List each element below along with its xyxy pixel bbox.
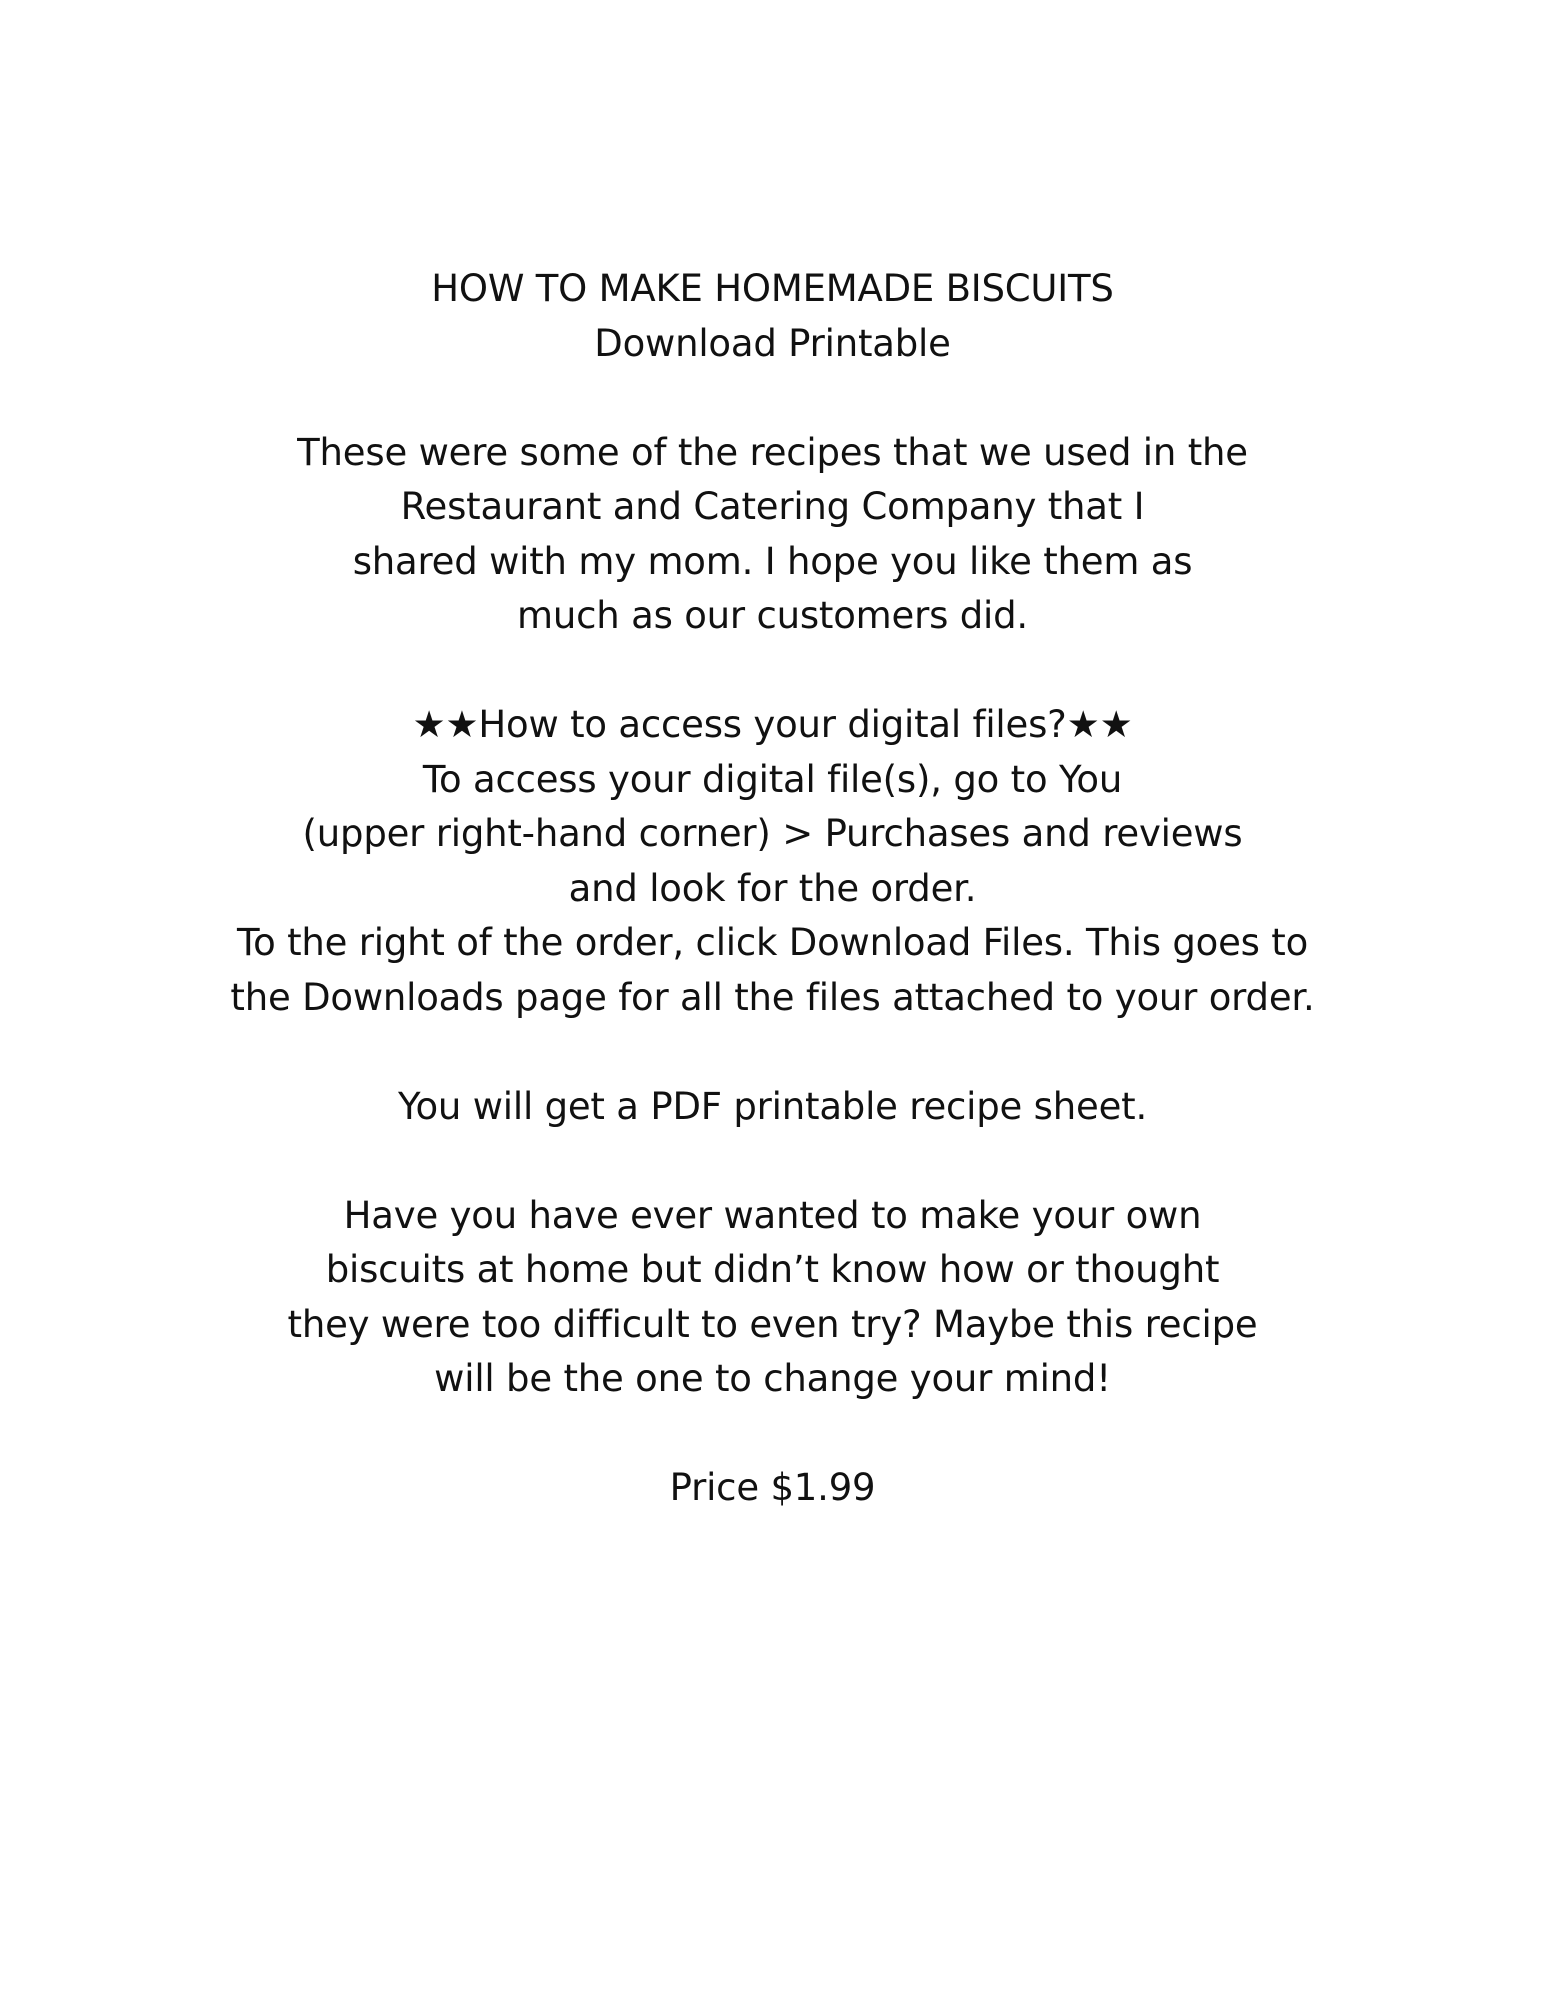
spacer xyxy=(0,644,1545,699)
pitch-paragraph xyxy=(0,1189,1545,1407)
document-subtitle: Download Printable xyxy=(594,321,951,365)
access-line: (upper right-hand corner) > Purchases and reviews xyxy=(302,812,1243,855)
access-instructions xyxy=(0,698,1545,1025)
intro-line: These were some of the recipes that we used in the xyxy=(297,430,1248,474)
price-label: Price $1.99 xyxy=(669,1466,876,1509)
spacer xyxy=(0,1025,1545,1080)
spacer xyxy=(0,371,1545,426)
spacer xyxy=(0,1407,1545,1462)
intro-line: shared with my mom. I hope you like them as xyxy=(352,539,1193,583)
recipe-document xyxy=(0,262,1545,1516)
intro-paragraph xyxy=(0,426,1545,644)
document-title: HOW TO MAKE HOMEMADE BISCUITS xyxy=(431,267,1114,310)
intro-line: Restaurant and Catering Company that I xyxy=(400,485,1145,528)
spacer xyxy=(0,1134,1545,1189)
pitch-line: will be the one to change your mind! xyxy=(434,1357,1111,1400)
access-line: To the right of the order, click Download Files. This goes to xyxy=(236,921,1309,964)
intro-line: much as our customers did. xyxy=(517,594,1028,637)
pitch-line: they were too difficult to even try? Maybe this recipe xyxy=(287,1302,1258,1346)
deliverable-note: You will get a PDF printable recipe sheet. xyxy=(397,1084,1148,1128)
access-heading: ★★How to access your digital files?★★ xyxy=(412,703,1133,746)
pitch-line: Have you have ever wanted to make your own xyxy=(343,1193,1202,1237)
pitch-line: biscuits at home but didn’t know how or thought xyxy=(325,1248,1220,1291)
access-line: and look for the order. xyxy=(568,866,977,910)
access-line: To access your digital file(s), go to You xyxy=(422,757,1123,801)
access-line: the Downloads page for all the files attached to your order. xyxy=(230,975,1315,1019)
